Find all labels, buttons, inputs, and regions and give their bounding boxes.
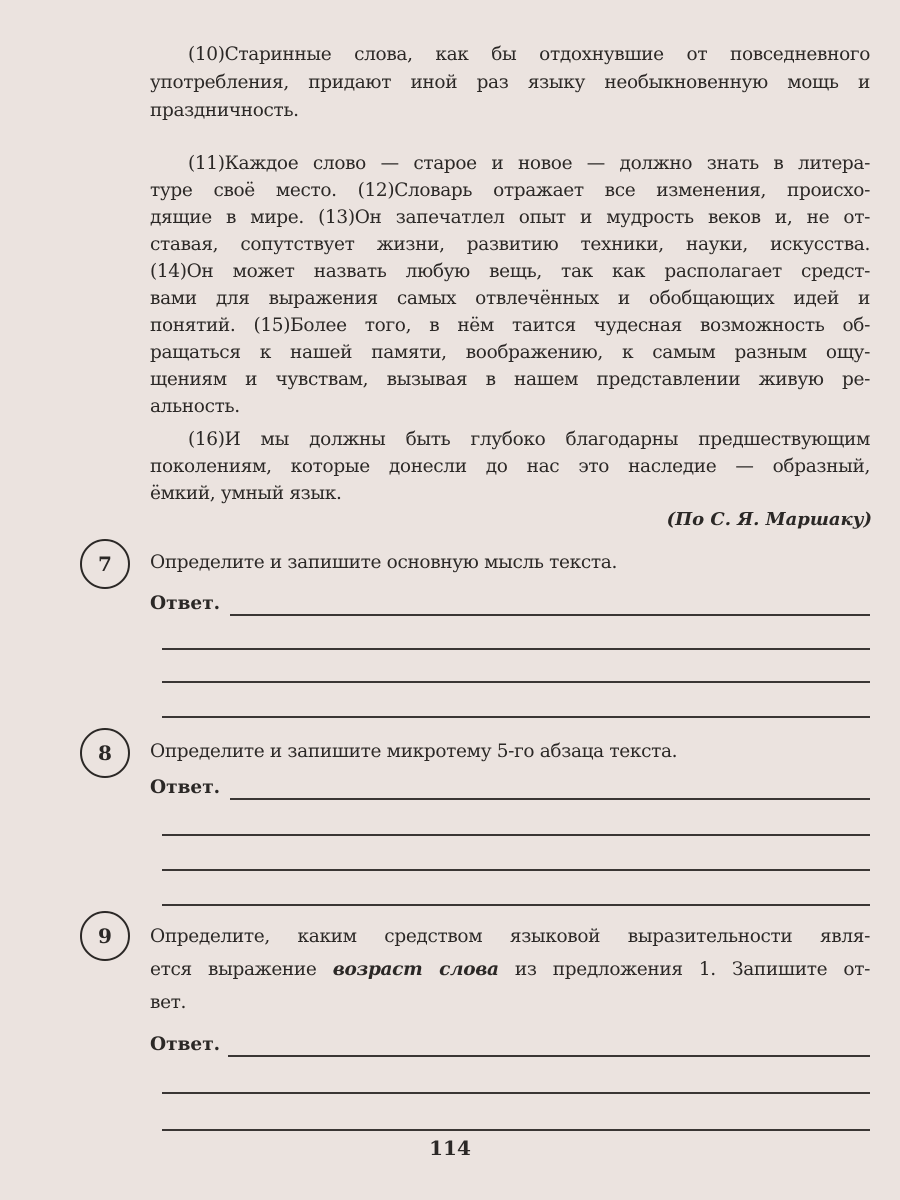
text-line: употребления, придают иной раз языку необыкновенную мощь и [150,72,870,93]
answer-line[interactable] [162,1129,870,1131]
question-text: Определите и запишите основную мысль текста. [150,552,617,573]
answer-line[interactable] [228,1055,870,1057]
text-line: ращаться к нашей памяти, воображению, к самым разным ощу- [150,342,870,363]
question-number-badge: 9 [80,911,130,961]
question-text: ется выражение возраст слова из предложения 1. Запишите от- [150,959,870,980]
answer-line[interactable] [162,1092,870,1094]
answer-line[interactable] [230,614,870,616]
answer-line[interactable] [162,716,870,718]
answer-line[interactable] [162,904,870,906]
answer-label: Ответ. [150,1034,221,1055]
text-line: дящие в мире. (13)Он запечатлел опыт и мудрость веков и, не от- [150,207,870,228]
answer-line[interactable] [162,648,870,650]
answer-line[interactable] [230,798,870,800]
text-line: туре своё место. (12)Словарь отражает все изменения, происхо- [150,180,870,201]
text-line: (14)Он может назвать любую вещь, так как располагает средст- [150,261,870,282]
question-number-badge: 8 [80,728,130,778]
text-line: щениям и чувствам, вызывая в нашем представлении живую ре- [150,369,870,390]
question-text: Определите и запишите микротему 5-го абзаца текста. [150,741,678,762]
text-line: ёмкий, умный язык. [150,483,342,504]
text-line: альность. [150,396,240,417]
answer-label: Ответ. [150,777,221,798]
answer-line[interactable] [162,869,870,871]
question-text: вет. [150,992,187,1013]
text-line: ставая, сопутствует жизни, развитию техники, науки, искусства. [150,234,870,255]
question-number-badge: 7 [80,539,130,589]
text-line: (16)И мы должны быть глубоко благодарны предшествующим [188,429,870,450]
attribution: (По С. Я. Маршаку) [666,509,872,530]
text-line: (10)Старинные слова, как бы отдохнувшие от повседневного [188,44,870,65]
text-line: вами для выражения самых отвлечённых и обобщающих идей и [150,288,870,309]
text-line: (11)Каждое слово — старое и новое — должно знать в литера- [188,153,870,174]
text-line: понятий. (15)Более того, в нём таится чудесная возможность об- [150,315,870,336]
question-text: Определите, каким средством языковой выразительности явля- [150,926,870,947]
answer-line[interactable] [162,834,870,836]
text-line: праздничность. [150,100,299,121]
text-line: поколениям, которые донесли до нас это наследие — образный, [150,456,870,477]
answer-line[interactable] [162,681,870,683]
emphasized-phrase: возраст слова [332,959,499,980]
answer-label: Ответ. [150,593,221,614]
page-number: 114 [429,1136,471,1160]
